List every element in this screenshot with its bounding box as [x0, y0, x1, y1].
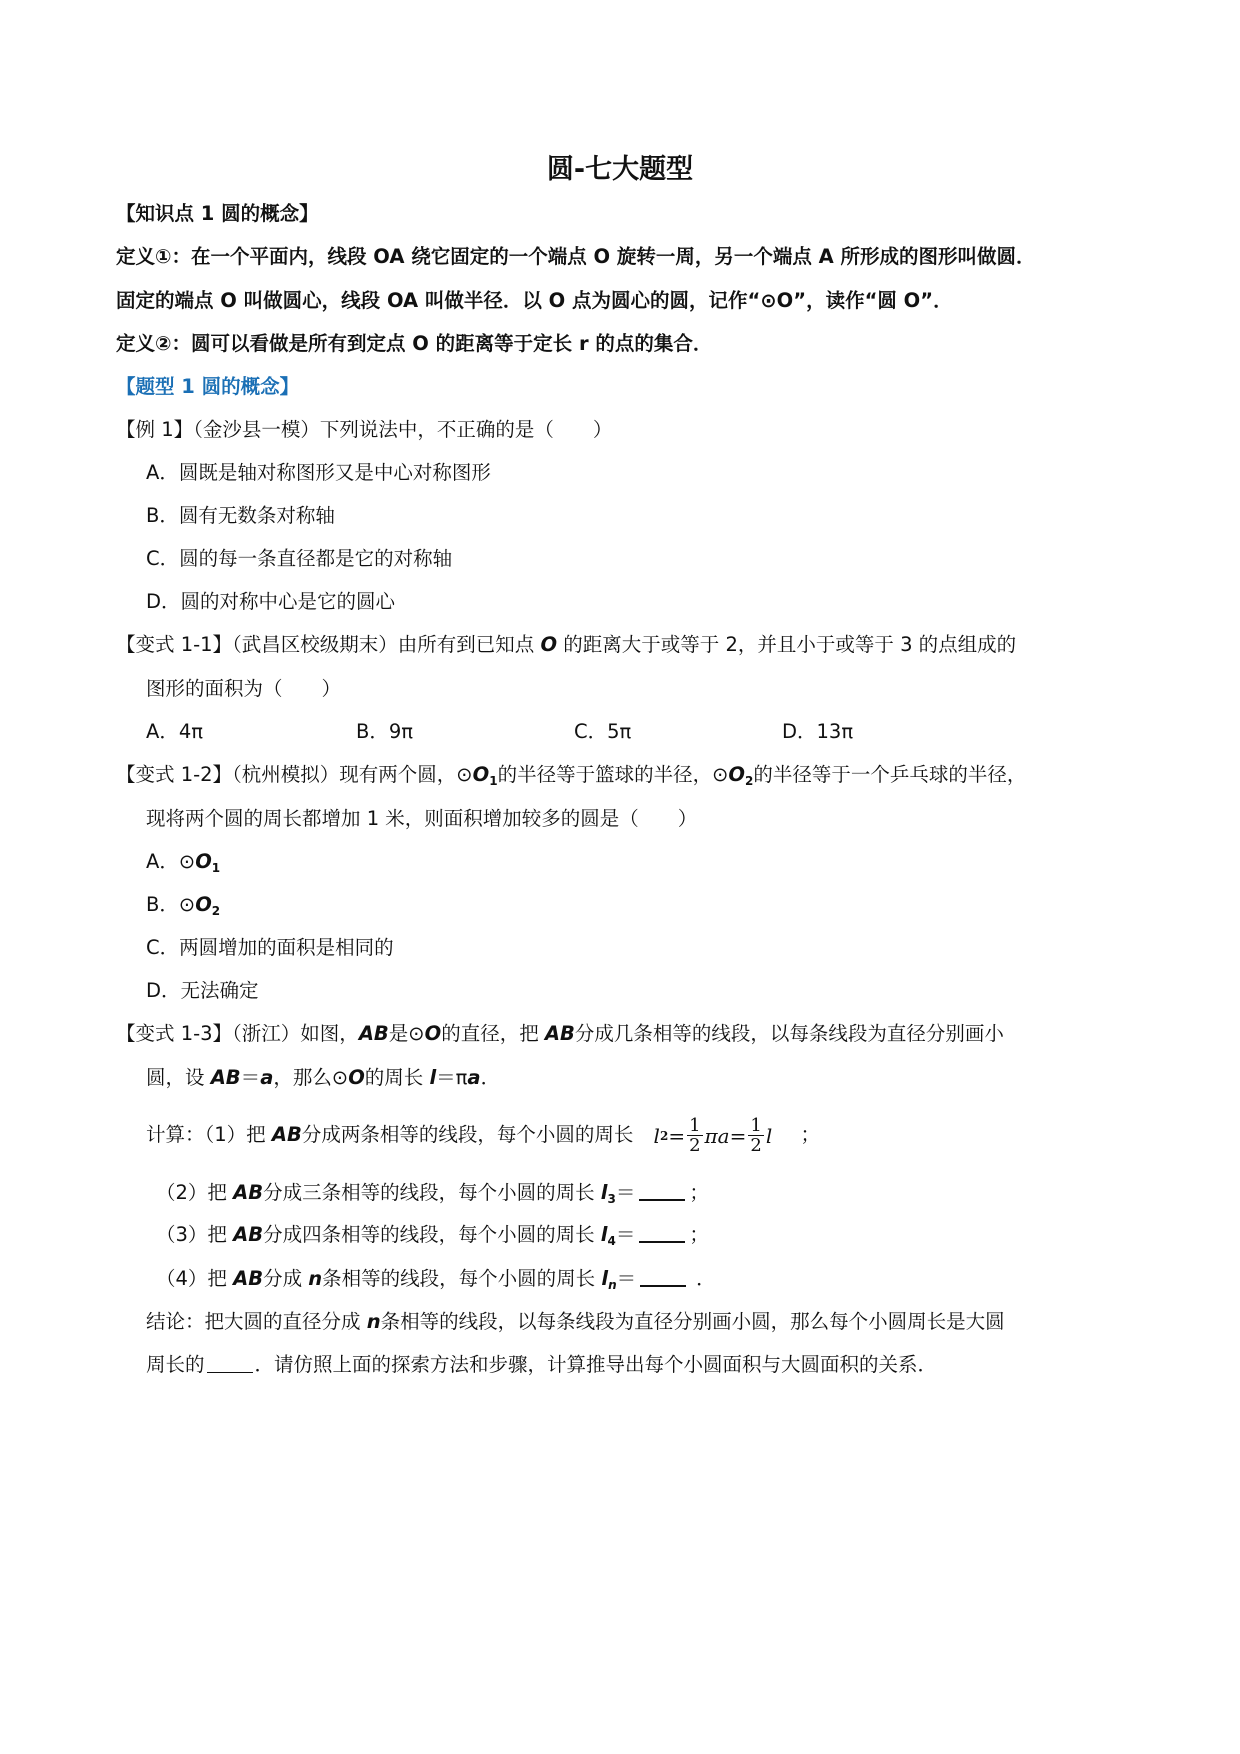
variant-1-2-option-d: D．无法确定 — [146, 979, 259, 1002]
semicolon: ； — [800, 1123, 820, 1146]
definition-2: 定义②：圆可以看做是所有到定点 O 的距离等于定长 r 的点的集合． — [116, 332, 713, 355]
variant-1-3-stem — [116, 1020, 1004, 1048]
variable-n: n — [308, 1267, 323, 1290]
variant-1-2-stem-part: 的半径等于一个乒乓球的半径， — [753, 763, 1027, 786]
stem-part: 圆，设 — [146, 1066, 211, 1089]
calc-text: 分成两条相等的线段，每个小圆的周长 — [301, 1123, 634, 1146]
variant-1-1-option-c: C．5π — [574, 720, 632, 743]
segment-ab: AB — [271, 1123, 302, 1146]
example-1-option-d: D．圆的对称中心是它的圆心 — [146, 590, 396, 613]
formula-l2 — [654, 1114, 773, 1158]
stem-part: 的直径，把 — [441, 1022, 545, 1045]
calc-text: 分成 — [263, 1267, 309, 1290]
answer-blank-ln[interactable] — [640, 1267, 686, 1287]
variant-1-1-option-d: D．13π — [782, 720, 854, 743]
variant-1-2-option-c: C．两圆增加的面积是相同的 — [146, 936, 394, 959]
calc-step-3 — [156, 1221, 709, 1255]
stem-part: 是⊙ — [388, 1022, 425, 1045]
answer-blank-l3[interactable] — [639, 1181, 685, 1201]
calc-text: 条相等的线段，每个小圆的周长 — [322, 1267, 602, 1290]
stem-part: ，那么⊙ — [273, 1066, 349, 1089]
subscript-2: 2 — [745, 774, 754, 788]
variable-l: l — [601, 1267, 609, 1290]
variable-l: l — [600, 1223, 608, 1246]
segment-ab: AB — [358, 1022, 389, 1045]
fraction-numerator: 1 — [750, 1115, 762, 1136]
fraction-denominator: 2 — [750, 1135, 762, 1156]
semicolon: ； — [689, 1223, 709, 1246]
variant-1-3-stem-line-2 — [146, 1064, 500, 1092]
variable-l: l — [600, 1181, 608, 1204]
stem-part: ＝ — [240, 1066, 261, 1089]
knowledge-heading: 【知识点 1 圆的概念】 — [116, 202, 319, 225]
variant-1-2-option-a — [146, 848, 220, 882]
option-prefix: B．⊙ — [146, 893, 196, 916]
subscript-4: 4 — [607, 1234, 616, 1248]
segment-ab: AB — [233, 1181, 264, 1204]
calc-step-1 — [146, 1113, 820, 1158]
subscript-1: 1 — [489, 774, 498, 788]
subscript-n: n — [608, 1278, 617, 1292]
fraction-numerator: 1 — [689, 1115, 701, 1136]
circle-o2: O — [728, 763, 745, 786]
variant-1-1-stem-line-2: 图形的面积为（ ） — [146, 677, 342, 700]
variable-a: a — [260, 1066, 274, 1089]
formula-l: l — [653, 1123, 660, 1148]
formula-l: l — [765, 1123, 773, 1148]
variable-a: a — [467, 1066, 481, 1089]
fraction-denominator: 2 — [689, 1135, 701, 1156]
stem-part: ． — [480, 1066, 501, 1089]
subscript-1: 1 — [211, 861, 221, 875]
stem-part: 分成几条相等的线段，以每条线段为直径分别画小 — [574, 1022, 1004, 1045]
subscript-2: 2 — [211, 904, 221, 918]
equals: ＝ — [615, 1181, 636, 1204]
page-title: 圆-七大题型 — [546, 154, 694, 185]
example-1-option-b: B．圆有无数条对称轴 — [146, 504, 335, 527]
calc-prefix: （3）把 — [156, 1223, 234, 1246]
conclusion-line-2 — [146, 1351, 937, 1379]
calc-text: 分成三条相等的线段，每个小圆的周长 — [263, 1181, 601, 1204]
variant-1-2-stem-line-2: 现将两个圆的周长都增加 1 米，则面积增加较多的圆是（ ） — [146, 807, 698, 830]
conclusion-text: 结论：把大圆的直径分成 — [146, 1310, 367, 1333]
variant-1-1-stem-part: 【变式 1-1】（武昌区校级期末）由所有到已知点 — [116, 633, 541, 656]
variable-l: l — [429, 1066, 437, 1089]
answer-blank-l4[interactable] — [639, 1223, 685, 1243]
calc-prefix: （4）把 — [156, 1267, 234, 1290]
answer-blank-ratio[interactable] — [207, 1354, 253, 1373]
semicolon: ； — [689, 1181, 709, 1204]
stem-part: 的周长 — [364, 1066, 430, 1089]
stem-part: ＝π — [436, 1066, 468, 1089]
definition-1-line-2: 固定的端点 O 叫做圆心，线段 OA 叫做半径．以 O 点为圆心的圆，记作“⊙O”，读作“圆 O”． — [116, 289, 953, 312]
conclusion-text: 周长的 — [146, 1353, 205, 1376]
option-prefix: A．⊙ — [146, 850, 196, 873]
period: ． — [696, 1267, 716, 1290]
definition-1-line-1: 定义①：在一个平面内，线段 OA 绕它固定的一个端点 O 旋转一周，另一个端点 A 所形成的图形叫做圆． — [116, 245, 1036, 268]
example-1-option-a: A．圆既是轴对称图形又是中心对称图形 — [146, 461, 491, 484]
variant-1-1-stem — [116, 631, 1016, 659]
formula-pi-a: πa — [704, 1123, 730, 1148]
fraction-one-half — [748, 1116, 763, 1155]
variant-1-2-stem-part: 【变式 1-2】（杭州模拟）现有两个圆，⊙ — [116, 763, 473, 786]
variant-1-2-option-b — [146, 891, 220, 925]
stem-part: 【变式 1-3】（浙江）如图， — [116, 1022, 359, 1045]
equals: ＝ — [616, 1267, 637, 1290]
variant-1-2-stem — [116, 761, 1026, 795]
segment-ab: AB — [210, 1066, 241, 1089]
calc-prefix: 计算：（1）把 — [146, 1123, 272, 1146]
formula-equals: = — [729, 1123, 747, 1148]
point-o: O — [540, 633, 558, 656]
variant-1-1-stem-part: 的距离大于或等于 2，并且小于或等于 3 的点组成的 — [557, 633, 1017, 656]
fraction-one-half — [687, 1116, 702, 1155]
calc-prefix: （2）把 — [156, 1181, 234, 1204]
circle-o1: O — [195, 850, 212, 873]
formula-sub: 2 — [659, 1128, 669, 1143]
example-1-option-c: C．圆的每一条直径都是它的对称轴 — [146, 547, 453, 570]
variant-1-1-option-a: A．4π — [146, 720, 203, 743]
equals: ＝ — [615, 1223, 636, 1246]
circle-o2: O — [195, 893, 212, 916]
circle-o: O — [424, 1022, 442, 1045]
calc-text: 分成四条相等的线段，每个小圆的周长 — [263, 1223, 601, 1246]
circle-o1: O — [472, 763, 490, 786]
circle-o: O — [348, 1066, 365, 1089]
calc-step-2 — [156, 1179, 709, 1213]
conclusion-text: ．请仿照上面的探索方法和步骤，计算推导出每个小圆面积与大圆面积的关系． — [254, 1353, 938, 1376]
segment-ab: AB — [544, 1022, 575, 1045]
segment-ab: AB — [233, 1267, 264, 1290]
type1-heading: 【题型 1 圆的概念】 — [116, 375, 300, 398]
variable-n: n — [366, 1310, 381, 1333]
subscript-3: 3 — [607, 1192, 616, 1206]
example-1-stem: 【例 1】（金沙县一模）下列说法中，不正确的是（ ） — [116, 418, 613, 441]
variant-1-2-stem-part: 的半径等于篮球的半径，⊙ — [497, 763, 729, 786]
conclusion-text: 条相等的线段，以每条线段为直径分别画小圆，那么每个小圆周长是大圆 — [380, 1310, 1005, 1333]
formula-equals: = — [668, 1123, 686, 1148]
calc-step-4 — [156, 1265, 716, 1299]
variant-1-1-option-b: B．9π — [356, 720, 414, 743]
segment-ab: AB — [233, 1223, 264, 1246]
conclusion-line-1 — [146, 1308, 1005, 1336]
